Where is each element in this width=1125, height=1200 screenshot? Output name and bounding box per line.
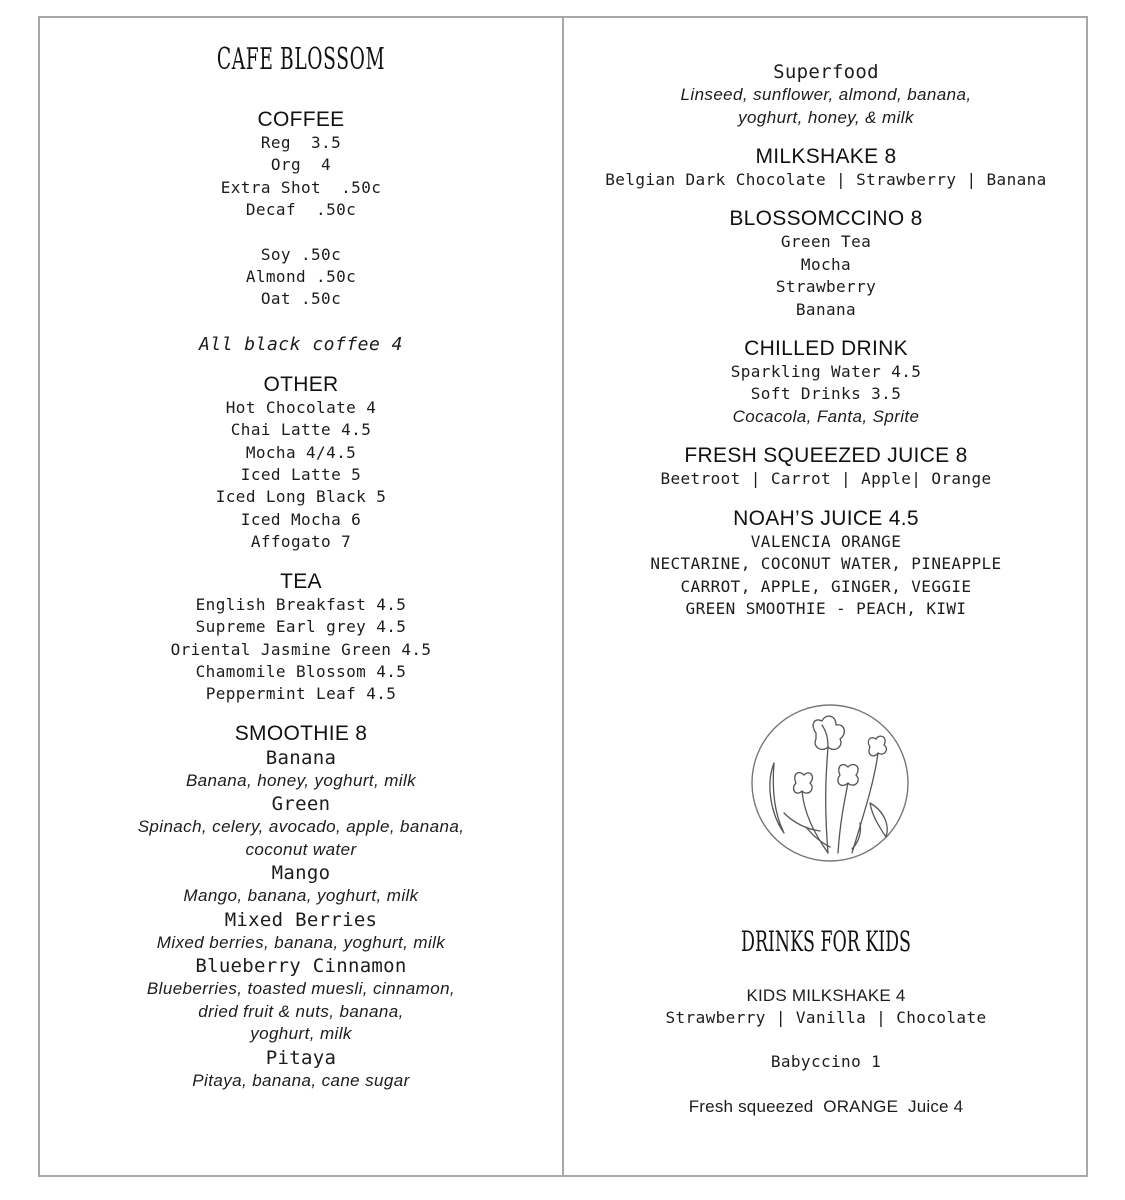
other-item: Iced Long Black 5: [215, 487, 387, 507]
kids-orange-juice: Fresh squeezed ORANGE Juice 4: [688, 1096, 964, 1116]
superfood-name: Superfood: [773, 61, 879, 83]
right-column: [564, 60, 1088, 620]
other-item: Hot Chocolate 4: [225, 397, 377, 417]
flower-line-art-icon: [744, 703, 916, 863]
cafe-title: CAFE BLOSSOM: [216, 42, 386, 77]
other-item: Iced Mocha 6: [240, 509, 362, 529]
smoothie-desc: Banana, honey, yoghurt, milk: [185, 770, 417, 790]
blossomccino-item: Strawberry: [775, 277, 877, 297]
tea-item: Oriental Jasmine Green 4.5: [170, 639, 432, 659]
smoothie-desc: Blueberries, toasted muesli, cinnamon,: [146, 979, 456, 999]
smoothie-heading: SMOOTHIE 8: [234, 721, 368, 745]
tea-item: English Breakfast 4.5: [195, 594, 407, 614]
smoothie-desc: Mango, banana, yoghurt, milk: [183, 886, 419, 906]
smoothie-desc: Pitaya, banana, cane sugar: [192, 1070, 410, 1090]
noah-juice-item: GREEN SMOOTHIE - PEACH, KIWI: [685, 598, 967, 618]
black-coffee-note: All black coffee 4: [198, 333, 404, 355]
superfood-desc: Linseed, sunflower, almond, banana,: [680, 85, 972, 104]
milk-option: Oat .50c: [260, 289, 342, 309]
smoothie-name: Banana: [265, 746, 337, 769]
smoothie-desc: dried fruit & nuts, banana,: [198, 1001, 404, 1021]
left-column: [40, 40, 562, 1092]
smoothie-name: Blueberry Cinnamon: [195, 955, 407, 978]
kids-section-title: DRINKS FOR KIDS: [741, 925, 911, 958]
milkshake-heading: MILKSHAKE 8: [755, 145, 897, 168]
noah-juice-item: VALENCIA ORANGE: [750, 531, 902, 551]
coffee-heading: COFFEE: [257, 108, 345, 131]
smoothie-desc: Spinach, celery, avocado, apple, banana,: [137, 817, 465, 837]
tea-item: Supreme Earl grey 4.5: [195, 617, 407, 637]
tea-item: Peppermint Leaf 4.5: [205, 684, 397, 704]
blossomccino-item: Green Tea: [780, 232, 872, 252]
tea-heading: TEA: [280, 569, 322, 593]
blossomccino-item: Banana: [795, 299, 857, 319]
soft-drink-note: Cocacola, Fanta, Sprite: [732, 406, 920, 426]
milk-option: Soy .50c: [260, 244, 342, 264]
other-item: Mocha 4/4.5: [245, 442, 357, 462]
other-item: Chai Latte 4.5: [230, 420, 372, 440]
smoothie-name: Pitaya: [265, 1046, 337, 1069]
coffee-item: Org 4: [270, 155, 332, 175]
milk-option: Almond .50c: [245, 267, 357, 287]
superfood-desc: yoghurt, honey, & milk: [738, 107, 914, 127]
noah-juice-item: CARROT, APPLE, GINGER, VEGGIE: [680, 576, 972, 596]
other-item: Affogato 7: [250, 532, 352, 552]
chilled-item: Sparkling Water 4.5: [730, 362, 922, 382]
other-heading: OTHER: [263, 372, 339, 396]
smoothie-desc: coconut water: [245, 839, 357, 859]
coffee-item: Extra Shot .50c: [220, 177, 382, 197]
blossomccino-item: Mocha: [800, 254, 852, 274]
smoothie-name: Mango: [271, 862, 331, 885]
other-item: Iced Latte 5: [240, 465, 362, 485]
smoothie-name: Mixed Berries: [224, 908, 378, 931]
noah-juice-heading: NOAH’S JUICE 4.5: [733, 506, 919, 530]
blossomccino-heading: BLOSSOMCCINO 8: [729, 207, 923, 231]
noah-juice-item: NECTARINE, COCONUT WATER, PINEAPPLE: [650, 554, 1002, 574]
coffee-item: Decaf .50c: [245, 200, 357, 220]
smoothie-desc: yoghurt, milk: [250, 1024, 352, 1044]
smoothie-name: Green: [271, 793, 331, 816]
kids-milkshake-flavours: Strawberry | Vanilla | Chocolate: [665, 1008, 987, 1027]
milkshake-flavours: Belgian Dark Chocolate | Strawberry | Banana: [605, 170, 1047, 189]
coffee-item: Reg 3.5: [260, 133, 342, 152]
smoothie-desc: Mixed berries, banana, yoghurt, milk: [156, 932, 446, 952]
juice-heading: FRESH SQUEEZED JUICE 8: [684, 444, 968, 468]
chilled-heading: CHILLED DRINK: [744, 337, 908, 361]
tea-item: Chamomile Blossom 4.5: [195, 661, 407, 681]
juice-flavours: Beetroot | Carrot | Apple| Orange: [660, 469, 992, 489]
babyccino: Babyccino 1: [770, 1052, 882, 1072]
kids-section: [564, 985, 1088, 1118]
chilled-item: Soft Drinks 3.5: [750, 384, 902, 404]
kids-milkshake: KIDS MILKSHAKE 4: [746, 986, 906, 1005]
